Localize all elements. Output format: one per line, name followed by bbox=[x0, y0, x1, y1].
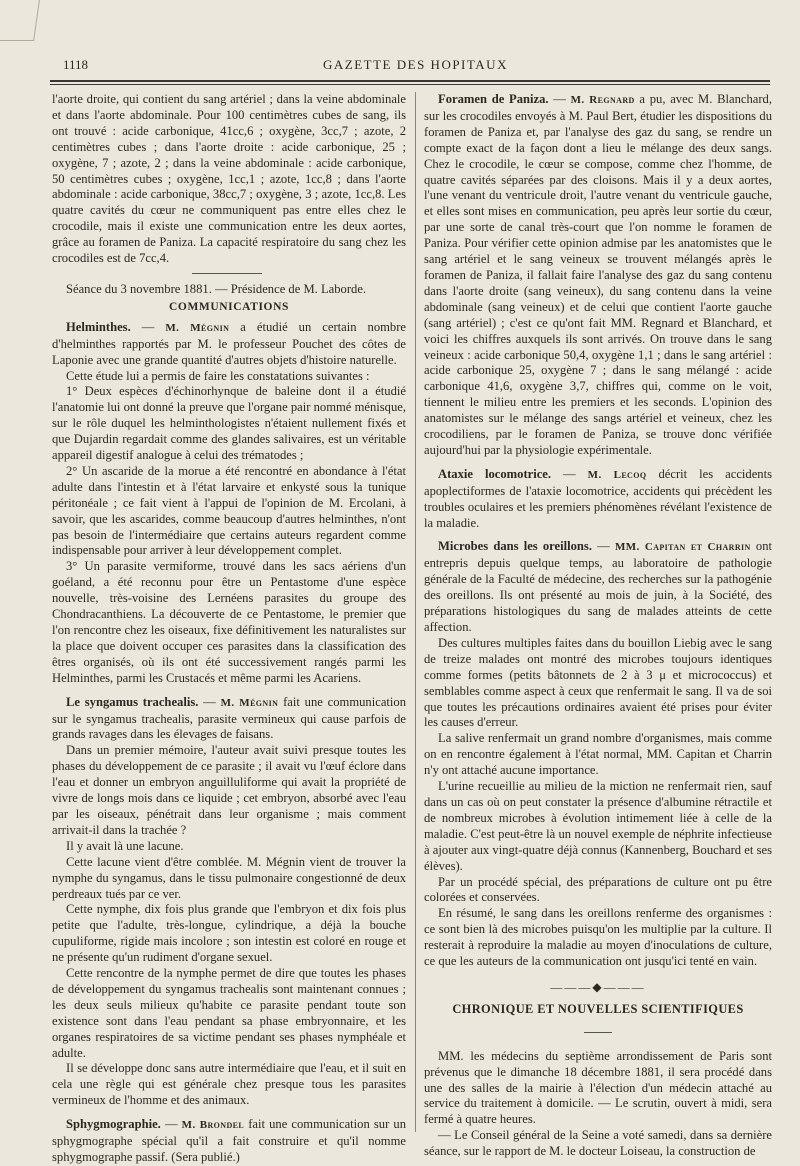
foramen-title: Foramen de Paniza. bbox=[438, 92, 549, 106]
journal-title: GAZETTE DES HOPITAUX bbox=[323, 57, 508, 72]
paragraph-conseil: — Le Conseil général de la Seine a voté samedi, dans sa dernière séance, sur le rapport de M. le docteur Loiseau, la construction de bbox=[424, 1128, 772, 1159]
ornament-divider: ———◆——— bbox=[550, 979, 646, 994]
header-rule bbox=[50, 80, 770, 82]
helminthes-author: M. Mégnin bbox=[165, 321, 230, 334]
page-corner-fold bbox=[0, 0, 40, 41]
paragraph-salive: La salive renfermait un grand nombre d'organismes, mais comme on en rencontre également à l'état normal, MM. Capitan et Charrin n'y ont attaché aucune importance. bbox=[424, 731, 772, 778]
microbes-author: MM. Capitan et Charrin bbox=[614, 541, 751, 554]
ataxie-text: décrit les accidents apoplectiformes de l'ataxie locomotrice, accidents qui précèdent les troubles oculaires et les premiers phénomènes révélant l'existence de la maladie. bbox=[424, 466, 773, 530]
paragraph-procede: Par un procédé spécial, des préparations de culture ont pu être colorées et conservées. bbox=[424, 874, 772, 905]
paragraph-nymphe: Cette nymphe, dix fois plus grande que l'embryon et dix fois plus petite que l'adulte, très-longue, cylindrique, a déjà la bouche cupuliforme, rigide mais incolore ; son intestin est coloré en rouge et ne présente qu'un rudiment d'organe sexuel. bbox=[52, 902, 406, 965]
paragraph-developpe: Il se développe donc sans autre intermédiaire que l'eau, et il suit en cela une règle qui est générale chez presque tous les parasites vermineux de l'homme et des animaux. bbox=[52, 1061, 406, 1108]
seance-heading: Séance du 3 novembre 1881. — Présidence de M. Laborde. bbox=[66, 281, 367, 296]
paragraph-point-3: 3° Un parasite vermiforme, trouvé dans les sacs aériens d'un goéland, a été reconnu pour être un Pentastome d'une espèce nouvelle, très-voisine des Lernéens parasites du groupe des Chondracanthiens. La découverte de ce Pentastome, le premier que l'on rencontre chez les oiseaux, fixe définitivement les naturalistes sur la place que doivent occuper ces parasites dans la classification des êtres organisés, où ils ont été successivement rangés parmi les Helminthes, parmi les Crustacés et même parmi les Acariens. bbox=[52, 559, 406, 685]
paragraph-resume: En résumé, le sang dans les oreillons renferme des organismes : ce sont bien là des microbes puisqu'on les multiplie par la culture. Il resterait à reproduire la maladie au moyen d'inoculations de culture, ce que les auteurs de la communication ont jusqu'ici tenté en vain. bbox=[424, 906, 772, 969]
article-microbes: Microbes dans les oreillons. — MM. Capitan et Charrin ont entrepris depuis quelque temps, au laboratoire de pathologie générale de la Faculté de médecine, des recherches sur la pathogénie des oreillons. Ils ont présenté au mois de juin, à la Société, des préparations histologiques du sang de malades atteints de cette affection. bbox=[424, 539, 772, 634]
chronique-heading: CHRONIQUE ET NOUVELLES SCIENTIFIQUES bbox=[452, 1001, 744, 1016]
paragraph-point-1: 1° Deux espèces d'échinorhynque de baleine dont il a étudié l'anatomie lui ont donné la preuve que l'organe pair nommé ménisque, sur le rôle duquel les helminthologistes n'étaient nullement fixés et que Dujardin regardait comme des glandes salivaires, est un véritable appareil digestif analogue à celui des trématodes ; bbox=[52, 384, 406, 463]
paragraph-premier-memoire: Dans un premier mémoire, l'auteur avait suivi presque toutes les phases du développement de ce parasite ; il avait vu l'œuf éclore dans l'eau et donner un embryon anguilluliforme qui avait la propriété de vivre de longs mois dans ce liquide ; cet embryon, absorbé avec l'eau par les oiseaux, pénétrait dans leur organisme ; mais comment arrivait-il dans la trachée ? bbox=[52, 743, 406, 837]
ataxie-title: Ataxie locomotrice. bbox=[438, 466, 552, 481]
left-column bbox=[52, 92, 406, 1166]
column-divider bbox=[415, 92, 416, 1132]
article-ataxie: Ataxie locomotrice. — M. Lecoq décrit les accidents apoplectiformes de l'ataxie locomotrice, accidents qui précèdent les troubles oculaires et les premiers phénomènes révélant l'existence de la maladie. bbox=[424, 466, 773, 530]
chronique-rule bbox=[584, 1032, 612, 1033]
paragraph-comblee: Cette lacune vient d'être comblée. M. Mégnin vient de trouver la nymphe du syngamus, dans le tissu pulmonaire congestionné de deux perdreaux tués par ce ver. bbox=[52, 854, 406, 901]
syngamus-title: Le syngamus trachealis. bbox=[66, 694, 199, 709]
helminthes-text: a étudié un certain nombre d'helminthes rapportés par M. le professeur Pouchet des côtes de Laponie avec une grande quantité d'autres objets d'histoire naturelle. bbox=[52, 319, 407, 367]
page-header bbox=[63, 57, 768, 79]
paragraph-rencontre: Cette rencontre de la nymphe permet de dire que toutes les phases de développement du syngamus trachealis sont maintenant connues ; les deux seuls milieux qu'habite ce parasite pendant toute son existence sont dans l'eau pendant sa phase embryonnaire, et les organes respiratoires de sa victime pendant ses phases nymphéale et adulte. bbox=[52, 966, 406, 1060]
paragraph-crocodile-gases: l'aorte droite, qui contient du sang artériel ; dans la veine abdominale et dans l'aorte abdominale. Pour 100 centimètres cubes de sang, ils ont trouvé : acide carbonique, 41cc,6 ; oxygène, 3cc,7 ; azote, 2 centimètres cubes ; dans l'aorte droite : acide carbonique, 25 ; oxygène, 7 ; azote, 2 ; dans la veine abdominale : acide carbonique, 50 centimètres cubes ; oxygène, 1cc,1 ; azote, 1cc,8 ; dans l'aorte abdominale : acide carbonique, 38cc,7 ; oxygène, 3 ; azote, 1cc,8. Les quatre cavités du cœur ne communiquent pas entre elles chez le crocodile, mais il existe une communication entre les deux aortes, grâce au foramen de Paniza. La capacité respiratoire du sang chez les crocodiles est de 7cc,4. bbox=[52, 92, 406, 266]
header-rule-thin bbox=[50, 84, 770, 85]
sphygmo-text: fait une communication sur un sphygmographe spécial qu'il a fait construire et qu'il nomme sphygmographe passif. (Sera publié.) bbox=[52, 1117, 406, 1164]
syngamus-text: fait une communication sur le syngamus trachealis, parasite vermineux qui cause parfois de grands ravages dans les élevages de faisans. bbox=[52, 694, 407, 742]
article-helminthes: Helminthes. — M. Mégnin a étudié un certain nombre d'helminthes rapportés par M. le professeur Pouchet des côtes de Laponie avec une grande quantité d'autres objets d'histoire naturelle. bbox=[52, 319, 407, 367]
right-column bbox=[424, 92, 772, 1160]
paragraph-lacune: Il y avait là une lacune. bbox=[66, 838, 184, 853]
foramen-author: M. Regnard bbox=[570, 94, 635, 106]
paragraph-medecins: MM. les médecins du septième arrondissement de Paris sont prévenus que le dimanche 18 décembre 1881, il sera procédé dans une des salles de la mairie à l'élection d'un médecin attaché au service du traitement à domicile. — Le scrutin, ouvert à midi, sera fermé à quatre heures. bbox=[424, 1048, 772, 1127]
section-separator bbox=[192, 273, 262, 274]
microbes-title: Microbes dans les oreillons. bbox=[438, 539, 592, 554]
helminthes-title: Helminthes. bbox=[66, 319, 131, 334]
paragraph-point-2: 2° Un ascaride de la morue a été rencontré en abondance à l'état adulte dans l'intestin et à l'état larvaire et enkysté sous la tunique péritonéale ; ce fait vient à l'appui de l'opinion de M. Ercolani, à savoir, que les ascarides, comme beaucoup d'autres helminthes, n'ont pas besoin de l'intermédiaire que certains auteurs regardent comme indispensable pour arriver à leur développement complet. bbox=[52, 463, 406, 558]
paragraph-cultures: Des cultures multiples faites dans du bouillon Liebig avec le sang de treize malades ont montré des microbes toujours identiques comme formes (petits bâtonnets de 2 à 3 μ et micrococcus) et semblables comme aspect à ceux que renfermait le sang. Il va de soi que toutes les précautions ordinaires avaient été prises pour éviter les causes d'erreur. bbox=[424, 635, 772, 730]
paragraph-etude: Cette étude lui a permis de faire les constatations suivantes : bbox=[66, 368, 370, 383]
ataxie-author: M. Lecoq bbox=[587, 468, 647, 481]
article-syngamus: Le syngamus trachealis. — M. Mégnin fait une communication sur le syngamus trachealis, parasite vermineux qui cause parfois de grands ravages dans les élevages de faisans. bbox=[52, 694, 407, 742]
page-number: 1118 bbox=[63, 57, 89, 72]
article-foramen: Foramen de Paniza. — M. Regnard a pu, avec M. Blanchard, sur les crocodiles envoyés à M. Paul Bert, étudier les dispositions du foramen de Paniza et, par l'analyse des gaz du sang, se rendre un compte exact de la façon dont a lieu le mélange des deux sangs. Chez le crocodile, le cœur se compose, comme chez l'homme, de quatre cavités séparées par des cloisons. Mais il y a deux aortes, l'une venant du ventricule droit, l'autre venant du ventricule gauche, et elles sont mises en communication, peu après leur sortie du cœur, par une sorte de canal très-court que l'on nomme le foramen de Paniza. Pour vérifier cette opinion admise par les anatomistes que le sang artériel et le sang veineux se trouvent mélangés après le foramen de Paniza, il fallait faire l'analyse des gaz du sang contenu dans l'aorte droite (sang veineux), du sang contenu dans la veine abdominale (sang veineux) et de celui que contient l'aorte gauche (sang artériel) ; c'est ce qu'ont fait MM. Regnard et Blanchard, et voici les chiffres auxquels ils sont arrivés. On trouve dans le sang veineux : acide carbonique 50,4, oxygène 1,1 ; dans le sang artériel : acide carbonique 25, oxygène 7 ; dans le sang mélangé : acide carbonique 41,6, oxygène 3,7, chiffres qui, comme on le voit, tiennent le milieu entre les premiers et les seconds. L'opinion des anatomistes sur le mélange des sangs artériel et veineux, chez les crocodiliens, par le foramen de Paniza, se trouve donc vérifiée aujourd'hui par la physiologie expérimentale. bbox=[424, 92, 772, 457]
sphygmo-author: M. Brondel bbox=[181, 1119, 245, 1132]
article-sphygmographie: Sphygmographie. — M. Brondel fait une communication sur un sphygmographe spécial qu'il a fait construire et qu'il nomme sphygmographe passif. (Sera publié.) bbox=[52, 1117, 406, 1164]
syngamus-author: M. Mégnin bbox=[220, 696, 279, 709]
foramen-text: a pu, avec M. Blanchard, sur les crocodiles envoyés à M. Paul Bert, étudier les dispositions du foramen de Paniza et, par l'analyse des gaz du sang, se rendre un compte exact de la façon dont a lieu le mélange des deux sangs. Chez le crocodile, le cœur se compose, comme chez l'homme, de quatre cavités séparées par des cloisons. Mais il y a deux aortes, l'une venant du ventricule droit, l'autre venant du ventricule gauche, et elles sont mises en communication, peu après leur sortie du cœur, par une sorte de canal très-court que l'on nomme le foramen de Paniza. Pour vérifier cette opinion admise par les anatomistes que le sang artériel et le sang veineux se trouvent mélangés après le foramen de Paniza, il fallait faire l'analyse des gaz du sang contenu dans l'aorte droite (sang veineux), du sang contenu dans la veine abdominale (sang veineux) et de celui que contient l'aorte gauche (sang artériel) ; c'est ce qu'ont fait MM. Regnard et Blanchard, et voici les chiffres auxquels ils sont arrivés. On trouve dans le sang veineux : acide carbonique 50,4, oxygène 1,1 ; dans le sang artériel : acide carbonique 25, oxygène 7 ; dans le sang mélangé : acide carbonique 41,6, oxygène 3,7, chiffres qui, comme on le voit, tiennent le milieu entre les premiers et les seconds. L'opinion des anatomistes sur le mélange des sangs artériel et veineux, chez les crocodiliens, par le foramen de Paniza, se trouve donc vérifiée aujourd'hui par la physiologie expérimentale. bbox=[424, 92, 772, 457]
paragraph-urine: L'urine recueillie au milieu de la miction ne renfermait rien, sauf dans un cas où on peut constater la présence d'albumine rétractile et de nombreux microbes à évolution intimement liée à celle de la maladie. C'est peut-être là un nouvel exemple de néphrite infectieuse à ajouter aux vingt-quatre déjà connus (Kannenberg, Bouchard et ses élèves). bbox=[424, 779, 772, 873]
sphygmo-title: Sphygmographie. bbox=[66, 1117, 161, 1132]
microbes-text: ont entrepris depuis quelque temps, au laboratoire de pathologie générale de la Faculté de médecine, des recherches sur la pathogénie des oreillons. Ils ont présenté au mois de juin, à la Société, des préparations histologiques du sang de malades atteints de cette affection. bbox=[424, 539, 772, 634]
communications-heading: COMMUNICATIONS bbox=[169, 300, 289, 313]
